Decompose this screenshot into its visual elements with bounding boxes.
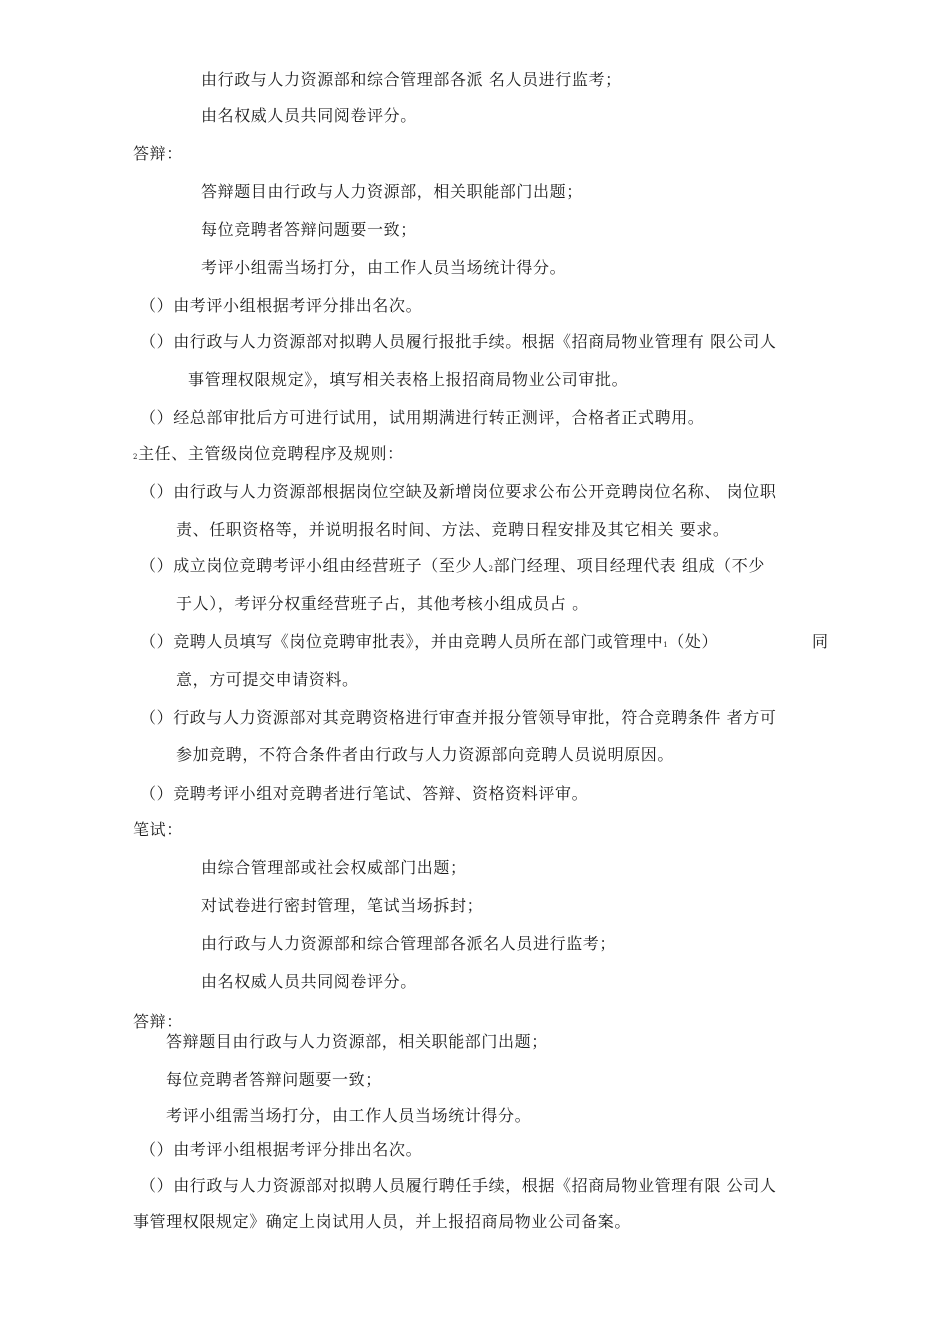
list-item: （）竞聘考评小组对竞聘者进行笔试、答辩、资格资料评审。	[140, 784, 589, 803]
text-line: 每位竞聘者答辩问题要一致；	[166, 1070, 382, 1089]
list-item: （）经总部审批后方可进行试用，试用期满进行转正测评，合格者正式聘用。	[140, 408, 705, 427]
section-heading: 答辩：	[133, 144, 183, 163]
section-heading: 答辩：	[133, 1012, 183, 1031]
text-line: 由名权威人员共同阅卷评分。	[201, 972, 417, 991]
text-line: 由行政与人力资源部和综合管理部各派名人员进行监考；	[201, 934, 617, 953]
text-line: 每位竞聘者答辩问题要一致；	[201, 220, 417, 239]
list-item-continuation: 事管理权限规定》，填写相关表格上报招商局物业公司审批。	[188, 370, 629, 389]
section-heading: 笔试：	[133, 820, 183, 839]
text-line: 对试卷进行密封管理，笔试当场拆封；	[201, 896, 484, 915]
list-item: （）行政与人力资源部对其竞聘资格进行审查并报分管领导审批，符合竞聘条件 者方可	[140, 708, 777, 727]
list-item-continuation: 于人），考评分权重经营班子占，其他考核小组成员占 。	[176, 594, 589, 613]
text-line: 答辩题目由行政与人力资源部，相关职能部门出题；	[201, 182, 583, 201]
list-item-continuation: 参加竞聘，不符合条件者由行政与人力资源部向竞聘人员说明原因。	[176, 745, 675, 764]
list-item: （）由行政与人力资源部根据岗位空缺及新增岗位要求公布公开竞聘岗位名称、 岗位职	[140, 482, 777, 501]
list-item-continuation: 责、任职资格等，并说明报名时间、方法、竞聘日程安排及其它相关 要求。	[176, 520, 730, 539]
list-item-continuation: 事管理权限规定》确定上岗试用人员，并上报招商局物业公司备案。	[133, 1212, 632, 1231]
footnote-mark: 1	[663, 641, 669, 649]
list-item: （）竞聘人员填写《岗位竞聘审批表》，并由竞聘人员所在部门或管理中1（处）	[140, 632, 719, 651]
list-item: （）由行政与人力资源部对拟聘人员履行聘任手续，根据《招商局物业管理有限 公司人	[140, 1176, 777, 1195]
text-line: 考评小组需当场打分，由工作人员当场统计得分。	[201, 258, 567, 277]
list-item-continuation: 意，方可提交申请资料。	[176, 670, 359, 689]
text-line: 考评小组需当场打分，由工作人员当场统计得分。	[166, 1106, 532, 1125]
section-heading: 2主任、主管级岗位竞聘程序及规则：	[133, 444, 404, 463]
text-fragment: 同	[812, 632, 829, 651]
list-item: （）由考评小组根据考评分排出名次。	[140, 296, 423, 315]
footnote-mark: 2	[488, 565, 494, 573]
list-item: （）由考评小组根据考评分排出名次。	[140, 1140, 423, 1159]
text-line: 由综合管理部或社会权威部门出题；	[201, 858, 467, 877]
text-line: 由名权威人员共同阅卷评分。	[201, 106, 417, 125]
text-line: 答辩题目由行政与人力资源部，相关职能部门出题；	[166, 1032, 548, 1051]
list-item: （）由行政与人力资源部对拟聘人员履行报批手续。根据《招商局物业管理有 限公司人	[140, 332, 777, 351]
section-number-mark: 2	[133, 453, 139, 461]
text-line: 由行政与人力资源部和综合管理部各派 名人员进行监考；	[201, 70, 622, 89]
list-item: （）成立岗位竞聘考评小组由经营班子（至少人2部门经理、项目经理代表 组成（不少	[140, 556, 765, 575]
